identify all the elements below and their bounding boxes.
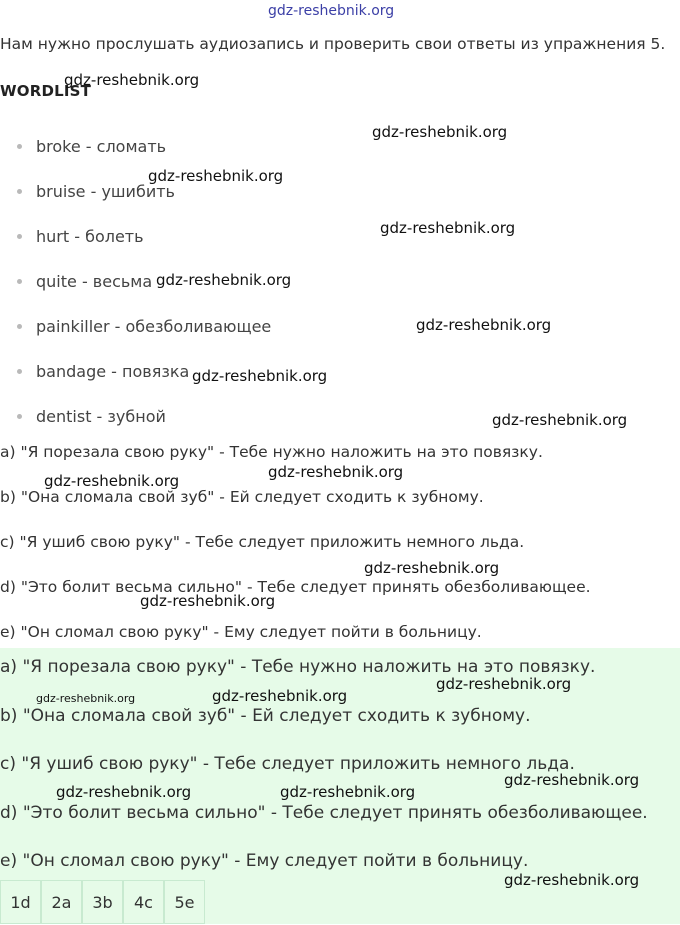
task-line: c) "Я ушиб свою руку" - Тебе следует приложить немного льда. xyxy=(0,533,525,551)
task-line: b) "Она сломала свой зуб" - Ей следует сходить к зубному. xyxy=(0,488,484,506)
watermark: gdz-reshebnik.org xyxy=(416,316,552,334)
watermark: gdz-reshebnik.org xyxy=(44,472,180,490)
list-item xyxy=(0,349,271,394)
watermark: gdz-reshebnik.org xyxy=(148,167,284,185)
answer-key-cell: 3b xyxy=(82,880,123,924)
answer-line: c) "Я ушиб свою руку" - Тебе следует приложить немного льда. xyxy=(0,754,575,774)
watermark: gdz-reshebnik.org xyxy=(64,71,200,89)
wordlist xyxy=(0,124,271,439)
word-entry: painkiller - обезболивающее xyxy=(36,317,272,336)
list-item xyxy=(0,124,271,169)
word-entry: bandage - повязка xyxy=(36,362,190,381)
bullet-icon xyxy=(17,189,22,194)
word-entry: bruise - ушибить xyxy=(36,182,175,201)
answer-key-cell: 1d xyxy=(0,880,41,924)
list-item xyxy=(0,169,271,214)
answer-line: b) "Она сломала свой зуб" - Ей следует сходить к зубному. xyxy=(0,705,531,726)
task-sentences xyxy=(0,438,680,663)
bullet-icon xyxy=(17,414,22,419)
bullet-icon xyxy=(17,144,22,149)
site-header-watermark: gdz-reshebnik.org xyxy=(268,3,395,19)
answer-key-row xyxy=(0,880,205,924)
watermark: gdz-reshebnik.org xyxy=(280,783,416,801)
task-line: d) "Это болит весьма сильно" - Тебе следует принять обезболивающее. xyxy=(0,578,591,596)
word-entry: quite - весьма xyxy=(36,272,153,291)
word-entry: hurt - болеть xyxy=(36,227,144,246)
answer-key-cell: 2a xyxy=(41,880,82,924)
answer-line: a) "Я порезала свою руку" - Тебе нужно наложить на это повязку. xyxy=(0,657,596,677)
answer-key-cell: 5e xyxy=(164,880,205,924)
watermark: gdz-reshebnik.org xyxy=(372,123,508,141)
watermark: gdz-reshebnik.org xyxy=(364,559,500,577)
watermark: gdz-reshebnik.org xyxy=(156,271,292,289)
watermark: gdz-reshebnik.org xyxy=(212,687,348,705)
watermark: gdz-reshebnik.org xyxy=(436,675,572,693)
answer-line: d) "Это болит весьма сильно" - Тебе следует принять обезболивающее. xyxy=(0,802,648,823)
list-item xyxy=(0,259,271,304)
watermark: gdz-reshebnik.org xyxy=(268,463,404,481)
task-line: e) "Он сломал свою руку" - Ему следует пойти в больницу. xyxy=(0,623,482,641)
list-item xyxy=(0,304,271,349)
watermark: gdz-reshebnik.org xyxy=(56,783,192,801)
watermark: gdz-reshebnik.org xyxy=(504,771,640,789)
bullet-icon xyxy=(17,324,22,329)
word-entry: broke - сломать xyxy=(36,137,167,156)
watermark: gdz-reshebnik.org xyxy=(36,692,136,705)
wordlist-title: WORDLIST xyxy=(0,82,92,100)
watermark: gdz-reshebnik.org xyxy=(380,219,516,237)
intro-text: Нам нужно прослушать аудиозапись и проверить свои ответы из упражнения 5. xyxy=(0,35,666,53)
answer-line: e) "Он сломал свою руку" - Ему следует пойти в больницу. xyxy=(0,851,529,871)
list-item xyxy=(0,394,271,439)
watermark: gdz-reshebnik.org xyxy=(192,367,328,385)
list-item xyxy=(0,214,271,259)
word-entry: dentist - зубной xyxy=(36,407,166,426)
answer-key-cell: 4c xyxy=(123,880,164,924)
watermark: gdz-reshebnik.org xyxy=(140,592,276,610)
bullet-icon xyxy=(17,279,22,284)
watermark: gdz-reshebnik.org xyxy=(492,411,628,429)
task-line: a) "Я порезала свою руку" - Тебе нужно наложить на это повязку. xyxy=(0,443,543,461)
watermark: gdz-reshebnik.org xyxy=(504,871,640,889)
bullet-icon xyxy=(17,369,22,374)
bullet-icon xyxy=(17,234,22,239)
